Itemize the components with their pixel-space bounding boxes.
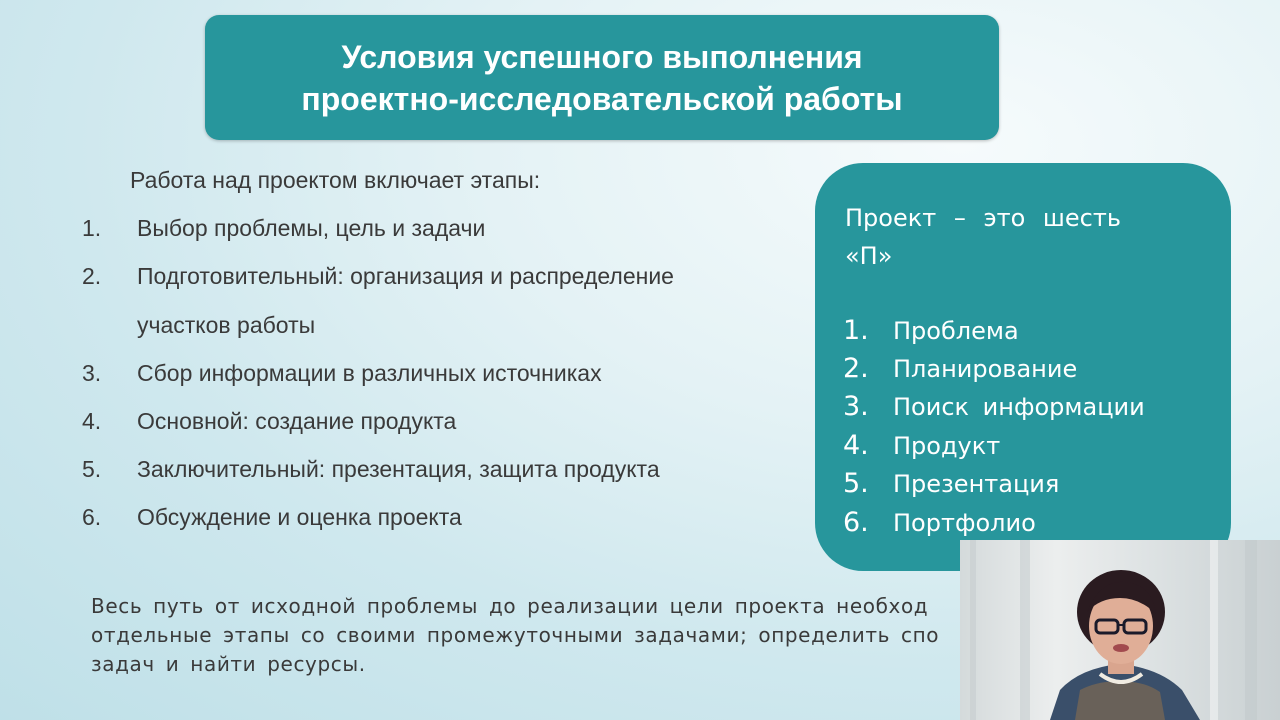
stage-number: 1. [82,215,102,241]
six-p-heading-line-1: Проект – это шесть [845,204,1121,232]
summary-line: задач и найти ресурсы. [91,652,366,676]
summary-paragraph [91,592,960,679]
stage-text: Обсуждение и оценка проекта [137,504,462,530]
six-p-text: Проблема [893,317,1019,345]
stage-number: 6. [82,504,102,530]
stage-text: Сбор информации в различных источниках [137,360,602,386]
six-p-number: 1. [843,315,869,346]
six-p-number: 6. [843,507,869,538]
six-p-heading-line-2: «П» [845,242,893,270]
title-banner [205,15,999,140]
six-p-number: 4. [843,430,869,461]
six-p-number: 3. [843,391,869,422]
six-p-text: Поиск информации [893,393,1145,421]
six-p-text: Портфолио [893,509,1036,537]
slide-title-line-2: проектно-исследовательской работы [301,80,903,117]
stage-text: Выбор проблемы, цель и задачи [137,215,486,241]
stage-number: 4. [82,408,102,434]
summary-line: отдельные этапы со своими промежуточными задачами; определить спо [91,623,940,647]
stage-number: 2. [82,263,102,289]
stages-intro: Работа над проектом включает этапы: [130,167,541,193]
stage-number: 3. [82,360,102,386]
six-p-number: 5. [843,468,869,499]
stage-number: 5. [82,456,102,482]
stage-text-continuation: участков работы [137,312,316,338]
stage-text: Заключительный: презентация, защита продукта [137,456,660,482]
six-p-box [815,163,1231,571]
presenter-webcam-overlay [960,540,1280,720]
slide-title-line-1: Условия успешного выполнения [341,38,863,75]
six-p-number: 2. [843,353,869,384]
six-p-heading [845,199,1121,275]
six-p-text: Планирование [893,355,1078,383]
summary-line: Весь путь от исходной проблемы до реализации цели проекта необход [91,594,929,618]
six-p-text: Презентация [893,470,1060,498]
presenter-video-frame [960,540,1280,720]
six-p-text: Продукт [893,432,1001,460]
stage-text: Основной: создание продукта [137,408,457,434]
stage-text: Подготовительный: организация и распределение [137,263,674,289]
